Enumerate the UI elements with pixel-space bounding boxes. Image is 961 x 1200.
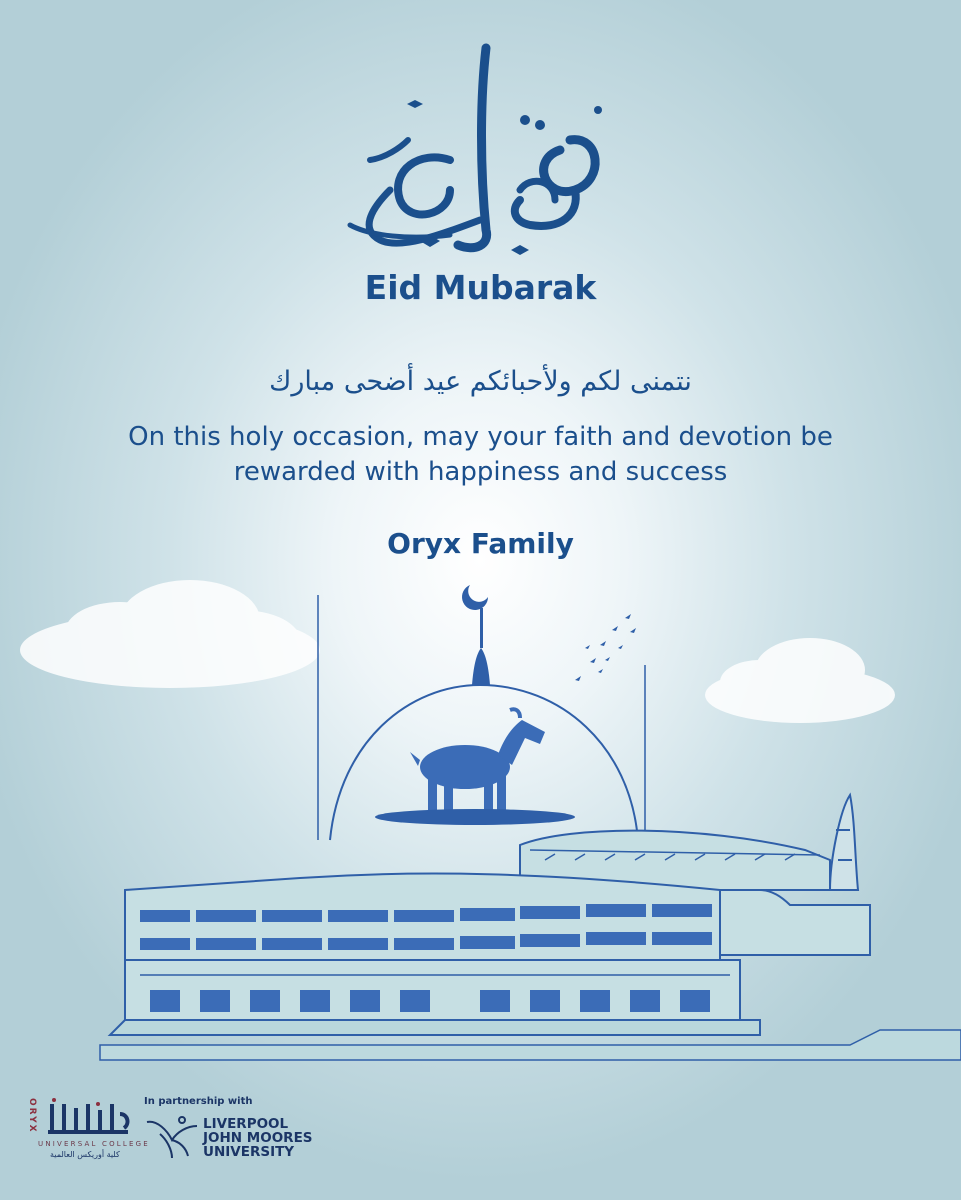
ljmu-logo-icon <box>142 1112 202 1160</box>
ljmu-line-1: LIVERPOOL <box>203 1116 289 1132</box>
oryx-family-signature: Oryx Family <box>387 527 574 560</box>
oryx-logo <box>40 1098 140 1140</box>
goat-platform <box>375 809 575 825</box>
ljmu-line-3: UNIVERSITY <box>203 1144 295 1160</box>
eid-mubarak-calligraphy <box>330 40 630 265</box>
ljmu-line-2: JOHN MOORES <box>203 1130 313 1146</box>
arabic-greeting: نتمنى لكم ولأحبائكم عيد أضحى مبارك <box>269 366 692 397</box>
oryx-letters: ORYX <box>27 1098 37 1134</box>
oryx-college-label: UNIVERSAL COLLEGE <box>38 1140 150 1148</box>
crescent-finial-icon <box>462 585 490 685</box>
cloud-right-icon <box>705 638 895 723</box>
tower-icon <box>830 795 858 890</box>
greeting-line-1: On this holy occasion, may your faith and devotion be <box>128 422 833 452</box>
ljmu-name <box>203 1117 313 1159</box>
goat-icon <box>410 709 545 817</box>
eid-mubarak-title: Eid Mubarak <box>364 268 597 307</box>
cloud-left-icon <box>20 580 320 688</box>
greeting-line-2: rewarded with happiness and success <box>233 457 728 487</box>
greeting-message <box>0 420 961 490</box>
oryx-college-arabic: كلية أوريكس العالمية <box>50 1150 120 1159</box>
eid-illustration <box>0 560 961 1080</box>
partnership-label: In partnership with <box>144 1096 253 1107</box>
birds-icon <box>575 614 636 681</box>
